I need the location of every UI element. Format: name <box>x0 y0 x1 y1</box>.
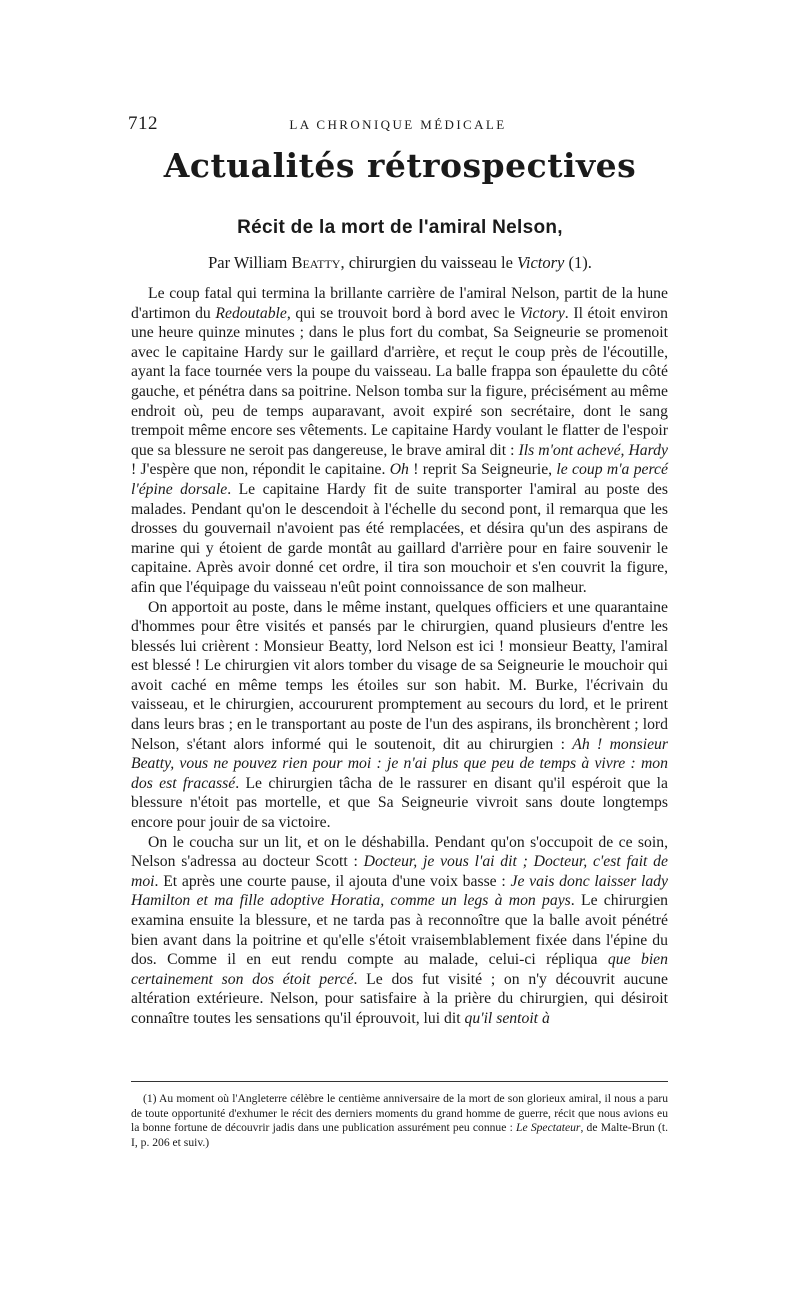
text-run: , qui se trouvoit bord à bord avec le <box>286 304 520 322</box>
italic-run: Redoutable <box>215 304 287 322</box>
text-run: ! J'espère que non, répondit le capitaine. <box>131 461 390 479</box>
byline-prefix: Par William <box>208 253 292 272</box>
footnote <box>131 1092 668 1150</box>
italic-run: Docteur, je vous l'ai dit ; Docteur, c'est fait de moi <box>131 853 668 890</box>
italic-run: le coup m'a percé l'épine dorsale <box>131 461 668 498</box>
paragraph <box>131 284 668 598</box>
italic-run: Ah ! monsieur Beatty, vous ne pouvez rien pour moi : je n'ai plus que peu de temps à vivre : mon dos est fracassé <box>131 735 668 792</box>
text-run: . Le chirurgien examina ensuite la blessure, et ne tarda pas à reconnoître que la balle avoit pénétré bien avant dans la poitrine et qu'elle s'étoit vraisemblablement fixée dans l'épine du dos. Comme il en eut rendu compte au malade, celui-ci répliqua <box>131 892 668 969</box>
italic-run: que bien certainement son dos étoit percé <box>131 951 668 988</box>
running-head: LA CHRONIQUE MÉDICALE <box>289 117 507 132</box>
italic-run: Oh <box>389 461 409 479</box>
article-body <box>131 284 668 1029</box>
footnote-reference: (1). <box>564 253 592 272</box>
text-run: On apportoit au poste, dans le même instant, quelques officiers et une quarantaine d'hommes pour être visités et pansés par le chirurgien, quand plusieurs d'entre les blessés lui crièrent : Monsieur Beatty, lord Nelson est ici ! monsieur Beatty, l'amiral est blessé ! Le chirurgien vit alors tomber du visage de sa Seigneurie le mouchoir qui avoit caché en même temps les étoiles sur son habit. M. Burke, l'écrivain du vaisseau, et le chirurgien, accoururent promptement au secours du lord, et le prirent dans leurs bras ; en le transportant au poste de l'un des aspirans, ils bronchèrent ; lord Nelson, s'étant alors informé qui le soutenoit, dit au chirurgien : <box>131 598 668 753</box>
page-header <box>128 113 668 137</box>
paragraph <box>131 833 668 1029</box>
italic-run: Je vais donc laisser lady Hamilton et ma fille adoptive Horatia, comme un legs à mon pays <box>131 872 668 910</box>
text-run: . Le chirurgien tâcha de le rassurer en disant qu'il espéroit que la blessure n'étoit pas mortelle, et que Sa Seigneurie vivroit sans doute longtemps encore pour jouir de sa victoire. <box>131 774 668 832</box>
section-title: Actualités rétrospectives <box>163 146 637 185</box>
text-run: Le coup fatal qui termina la brillante carrière de l'amiral Nelson, partit de la hune d'artimon du <box>131 285 668 322</box>
article-title: Récit de la mort de l'amiral Nelson, <box>237 217 563 238</box>
italic-run: Victory <box>519 304 565 322</box>
text-run: ! reprit Sa Seigneurie, <box>408 461 557 479</box>
paragraph <box>131 598 668 833</box>
text-run: . Il étoit environ une heure quinze minutes ; dans le plus fort du combat, Sa Seigneurie se promenoit avec le capitaine Hardy sur le gaillard d'arrière, et reçut le coup près de l'écoutille, ayant la face tournée vers la poupe du vaisseau. La balle frappa son épaulette du côté gauche, et pénétra dans sa poitrine. Nelson tomba sur la figure, précisément au même endroit où, peu de temps auparavant, avoit expiré son secrétaire, dont le sang trempoit même encore ses vêtements. Le capitaine Hardy voulant le flatter de l'espoir que sa blessure ne seroit pas dangereuse, le brave amiral dit : <box>131 304 668 459</box>
page-number: 712 <box>128 113 158 134</box>
byline <box>130 253 670 273</box>
author-name: Beatty <box>291 253 341 272</box>
italic-run: Ils m'ont achevé, Hardy <box>518 441 668 459</box>
text-run: . Le capitaine Hardy fit de suite transporter l'amiral au poste des malades. Pendant qu'on le descendoit à l'échelle du second pont, il remarqua que les drosses du gouvernail n'avoient pas été remplacées, et désira qu'un des aspirans de marine qui y étoient de garde montât au gaillard d'arrière pour en faire souvenir le capitaine. Après avoir donné cet ordre, il tira son mouchoir et s'en couvrit la figure, afin que l'équipage du vaisseau n'eût point connoissance de son malheur. <box>131 480 669 596</box>
italic-run: qu'il sentoit à <box>464 1009 550 1027</box>
byline-middle: , chirurgien du vaisseau le <box>340 253 518 272</box>
italic-run: Le Spectateur <box>516 1121 581 1135</box>
text-run: On le coucha sur un lit, et on le déshabilla. Pendant qu'on s'occupoit de ce soin, Nelson s'adressa au docteur Scott : <box>131 833 668 871</box>
footnote-divider <box>131 1081 668 1082</box>
text-run: . Le dos fut visité ; on n'y découvrit aucune altération extérieure. Nelson, pour satisfaire à la prière du chirurgien, qui désiroit connaître toutes les sensations qu'il éprouvoit, lui dit <box>131 970 668 1027</box>
text-run: (1) Au moment où l'Angleterre célèbre le centième anniversaire de la mort de son glorieux amiral, il nous a paru de toute opportunité d'exhumer le récit des derniers moments du grand homme de guerre, récit que nous avions eu la bonne fortune de découvrir jadis dans une publication assurément peu connue : <box>131 1092 668 1135</box>
ship-name: Victory <box>517 253 565 272</box>
text-run: , de Malte-Brun (t. I, p. 206 et suiv.) <box>131 1121 669 1149</box>
text-run: . Et après une courte pause, il ajouta d'une voix basse : <box>154 872 511 890</box>
